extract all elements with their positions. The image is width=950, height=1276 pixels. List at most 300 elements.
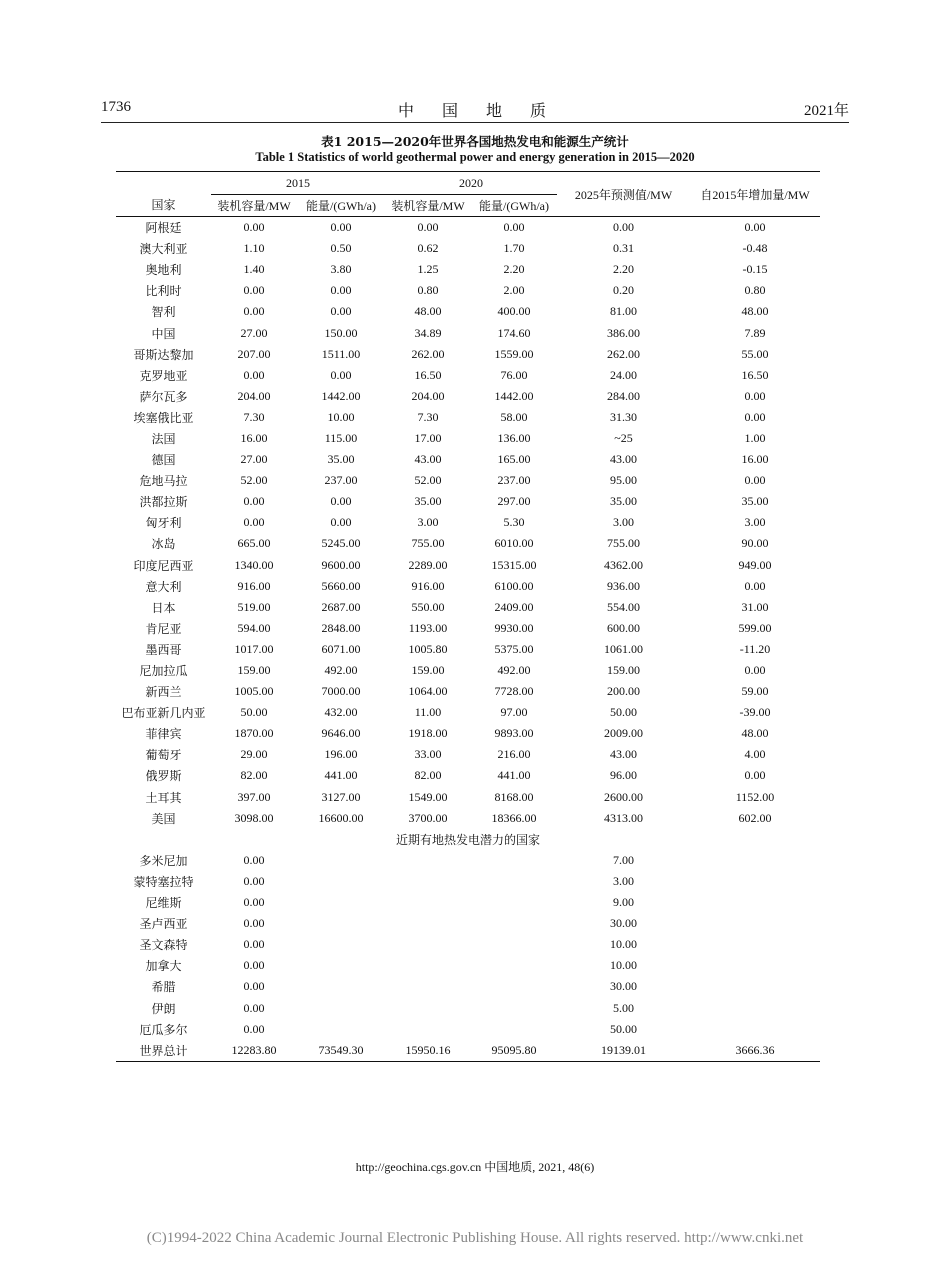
cell-energy-2015: 3.80 xyxy=(330,262,352,277)
cell-forecast-2025: 284.00 xyxy=(607,388,640,403)
cell-energy-2020: 1.70 xyxy=(503,241,525,256)
cell-increase: 3666.36 xyxy=(690,1040,820,1062)
cell-increase xyxy=(690,997,820,1018)
cell-capacity-2015: 16.00 xyxy=(240,430,268,445)
cell-energy-2020 xyxy=(471,871,557,892)
cell-forecast-2025: 386.00 xyxy=(607,325,640,340)
header-capacity-2015: 装机容量/MW xyxy=(211,195,297,217)
cell-country: 加拿大 xyxy=(145,959,182,974)
cell-increase: 0.00 xyxy=(744,473,766,488)
table-row xyxy=(116,576,820,597)
cell-capacity-2015: 52.00 xyxy=(240,473,268,488)
table-row xyxy=(116,470,820,491)
cell-increase: 48.00 xyxy=(741,304,769,319)
cell-forecast-2025: 3.00 xyxy=(613,873,634,888)
cell-increase: 0.00 xyxy=(744,409,766,424)
table-row xyxy=(116,955,820,976)
cell-country: 巴布亚新几内亚 xyxy=(121,706,206,721)
cell-energy-2015: 1511.00 xyxy=(321,346,361,361)
cell-energy-2020 xyxy=(471,934,557,955)
cell-forecast-2025: 35.00 xyxy=(610,494,637,509)
table-row xyxy=(116,618,820,639)
cell-energy-2015: 0.00 xyxy=(330,494,352,509)
cell-increase: 0.80 xyxy=(744,283,766,298)
cell-capacity-2020: 3.00 xyxy=(417,515,439,530)
table-row xyxy=(116,344,820,365)
cell-increase: 16.50 xyxy=(741,367,769,382)
cell-country: 印度尼西亚 xyxy=(133,558,194,573)
cell-capacity-2020: 16.50 xyxy=(414,367,442,382)
cell-energy-2015: 0.00 xyxy=(330,220,352,235)
cell-capacity-2020: 262.00 xyxy=(411,346,445,361)
cell-energy-2020 xyxy=(471,892,557,913)
cell-country: 洪都拉斯 xyxy=(139,495,188,510)
cell-energy-2020 xyxy=(471,997,557,1018)
cell-capacity-2015: 916.00 xyxy=(237,578,271,593)
cell-capacity-2015: 3098.00 xyxy=(234,810,274,825)
cell-capacity-2020: 755.00 xyxy=(411,536,445,551)
cell-forecast-2025: 0.31 xyxy=(613,241,634,256)
table-row xyxy=(116,934,820,955)
cell-country: 冰岛 xyxy=(151,537,176,552)
cell-capacity-2015: 1005.00 xyxy=(234,684,274,699)
cell-energy-2020: 174.60 xyxy=(497,325,531,340)
cell-energy-2015 xyxy=(297,892,385,913)
cell-energy-2015: 35.00 xyxy=(327,452,355,467)
cell-country: 萨尔瓦多 xyxy=(139,389,188,404)
cell-capacity-2015: 1870.00 xyxy=(234,726,274,741)
cell-country: 克罗地亚 xyxy=(139,368,188,383)
cell-forecast-2025: 19139.01 xyxy=(557,1040,690,1062)
header-year-2020: 2020 xyxy=(385,172,557,195)
table-row xyxy=(116,744,820,765)
cell-energy-2015 xyxy=(297,871,385,892)
cell-energy-2020 xyxy=(471,976,557,997)
cell-capacity-2020: 1193.00 xyxy=(408,620,448,635)
cell-country: 比利时 xyxy=(145,284,182,299)
cell-country: 意大利 xyxy=(145,579,182,594)
cell-increase: 599.00 xyxy=(738,620,772,635)
cell-capacity-2015: 1.40 xyxy=(243,262,265,277)
cell-increase xyxy=(690,871,820,892)
cell-capacity-2020: 17.00 xyxy=(414,430,442,445)
cell-capacity-2020: 3700.00 xyxy=(408,810,448,825)
page-header xyxy=(101,96,849,123)
cell-capacity-2015: 0.00 xyxy=(243,304,265,319)
cell-energy-2020: 1559.00 xyxy=(494,346,534,361)
cell-increase: 55.00 xyxy=(741,346,769,361)
cell-capacity-2020: 550.00 xyxy=(411,599,445,614)
cell-country: 德国 xyxy=(151,453,176,468)
cell-country: 美国 xyxy=(151,811,176,826)
cell-capacity-2020: 15950.16 xyxy=(385,1040,471,1062)
cell-forecast-2025: 600.00 xyxy=(607,620,640,635)
cell-increase: 949.00 xyxy=(738,557,772,572)
table-row xyxy=(116,238,820,259)
cell-capacity-2020 xyxy=(385,913,471,934)
cell-country: 日本 xyxy=(151,600,176,615)
cell-country: 哥斯达黎加 xyxy=(133,347,194,362)
cell-capacity-2015: 0.00 xyxy=(243,916,265,931)
cell-energy-2020: 7728.00 xyxy=(494,684,534,699)
table-row xyxy=(116,787,820,808)
table-row xyxy=(116,997,820,1018)
cell-increase xyxy=(690,1019,820,1040)
cell-energy-2015: 0.00 xyxy=(330,367,352,382)
cell-increase xyxy=(690,892,820,913)
cell-energy-2020: 5.30 xyxy=(503,515,525,530)
cell-capacity-2015: 1017.00 xyxy=(234,641,274,656)
cell-forecast-2025: 43.00 xyxy=(610,452,637,467)
cell-capacity-2020: 204.00 xyxy=(411,388,445,403)
cell-energy-2015: 2687.00 xyxy=(321,599,361,614)
cell-forecast-2025: 10.00 xyxy=(610,958,637,973)
cell-increase: 0.00 xyxy=(744,388,766,403)
cell-energy-2020: 1442.00 xyxy=(494,388,534,403)
cell-increase: 1152.00 xyxy=(735,789,775,804)
table-row xyxy=(116,723,820,744)
geothermal-stats-table xyxy=(116,171,820,1062)
cell-country: 危地马拉 xyxy=(139,474,188,489)
cell-country: 土耳其 xyxy=(145,790,182,805)
cell-country: 希腊 xyxy=(151,980,176,995)
cell-capacity-2020: 52.00 xyxy=(414,473,442,488)
cell-capacity-2015: 159.00 xyxy=(237,663,271,678)
table-row xyxy=(116,259,820,280)
cell-capacity-2015: 50.00 xyxy=(240,705,268,720)
cell-forecast-2025: 31.30 xyxy=(610,409,637,424)
cell-energy-2020: 441.00 xyxy=(497,768,531,783)
cell-energy-2015: 2848.00 xyxy=(321,620,361,635)
cell-country: 世界总计 xyxy=(116,1040,211,1062)
cell-capacity-2020: 0.62 xyxy=(417,241,439,256)
cell-capacity-2015: 0.00 xyxy=(243,852,265,867)
cell-forecast-2025: 10.00 xyxy=(610,937,637,952)
cell-energy-2015: 150.00 xyxy=(324,325,358,340)
cell-energy-2015 xyxy=(297,955,385,976)
cell-energy-2015: 441.00 xyxy=(324,768,358,783)
cell-country: 埃塞俄比亚 xyxy=(133,410,194,425)
table-row xyxy=(116,871,820,892)
cell-capacity-2015: 27.00 xyxy=(240,452,268,467)
cell-country: 法国 xyxy=(151,431,176,446)
cell-forecast-2025: 4362.00 xyxy=(604,557,643,572)
header-capacity-2020: 装机容量/MW xyxy=(385,195,471,217)
cell-capacity-2020: 0.00 xyxy=(417,220,439,235)
cell-energy-2020: 400.00 xyxy=(497,304,531,319)
cell-capacity-2020: 1.25 xyxy=(417,262,439,277)
cell-energy-2020: 9930.00 xyxy=(494,620,534,635)
cell-forecast-2025: 4313.00 xyxy=(604,810,643,825)
cell-energy-2015: 0.00 xyxy=(330,515,352,530)
table-row xyxy=(116,365,820,386)
cell-capacity-2015: 0.00 xyxy=(243,283,265,298)
cell-energy-2015: 5660.00 xyxy=(321,578,361,593)
cell-energy-2020: 237.00 xyxy=(497,473,531,488)
cell-energy-2015: 237.00 xyxy=(324,473,358,488)
cell-country: 圣文森特 xyxy=(139,938,188,953)
cell-country: 尼维斯 xyxy=(145,896,182,911)
cell-country: 俄罗斯 xyxy=(145,769,182,784)
cell-forecast-2025: 9.00 xyxy=(613,895,634,910)
header-increase-since-2015: 自2015年增加量/MW xyxy=(690,172,820,217)
cell-energy-2020: 6100.00 xyxy=(494,578,534,593)
cell-country: 肯尼亚 xyxy=(145,621,182,636)
cell-capacity-2020: 1918.00 xyxy=(408,726,448,741)
cell-capacity-2015: 0.00 xyxy=(243,494,265,509)
cell-forecast-2025: 30.00 xyxy=(610,916,637,931)
cell-energy-2015: 0.00 xyxy=(330,304,352,319)
cell-capacity-2020 xyxy=(385,997,471,1018)
cell-capacity-2020: 2289.00 xyxy=(408,557,448,572)
cell-forecast-2025: 50.00 xyxy=(610,1021,637,1036)
cell-country: 多米尼加 xyxy=(139,853,188,868)
page-number: 1736 xyxy=(101,99,131,115)
cell-capacity-2020 xyxy=(385,976,471,997)
cell-energy-2015: 0.50 xyxy=(330,241,352,256)
cell-capacity-2020: 34.89 xyxy=(414,325,442,340)
cell-capacity-2015: 29.00 xyxy=(240,747,268,762)
cell-energy-2020: 9893.00 xyxy=(494,726,534,741)
cell-increase: 0.00 xyxy=(744,768,766,783)
cell-increase: -0.48 xyxy=(742,241,768,256)
cell-increase: 7.89 xyxy=(744,325,766,340)
cell-energy-2020: 18366.00 xyxy=(491,810,537,825)
cell-increase xyxy=(690,913,820,934)
journal-title: 中国地质 xyxy=(397,103,574,120)
header-country: 国家 xyxy=(116,172,211,217)
cell-capacity-2020: 33.00 xyxy=(414,747,442,762)
cell-increase: 90.00 xyxy=(741,536,769,551)
cell-capacity-2015: 82.00 xyxy=(240,768,268,783)
cell-capacity-2015: 665.00 xyxy=(237,536,271,551)
cell-increase: 0.00 xyxy=(744,578,766,593)
cell-energy-2020 xyxy=(471,1019,557,1040)
cell-increase: 35.00 xyxy=(741,494,769,509)
cell-capacity-2020: 11.00 xyxy=(414,705,442,720)
cell-capacity-2020: 35.00 xyxy=(414,494,442,509)
header-year-2015: 2015 xyxy=(211,172,385,195)
cell-forecast-2025: 5.00 xyxy=(613,1000,634,1015)
cell-capacity-2020 xyxy=(385,934,471,955)
cell-forecast-2025: 0.00 xyxy=(613,220,634,235)
table-row xyxy=(116,808,820,829)
cell-capacity-2015: 0.00 xyxy=(243,873,265,888)
table-row xyxy=(116,639,820,660)
cell-energy-2015: 73549.30 xyxy=(297,1040,385,1062)
cell-energy-2015: 7000.00 xyxy=(321,684,361,699)
cell-forecast-2025: 2009.00 xyxy=(604,726,643,741)
cell-capacity-2020: 82.00 xyxy=(414,768,442,783)
cell-energy-2015: 6071.00 xyxy=(321,641,361,656)
cell-country: 尼加拉瓜 xyxy=(139,664,188,679)
cell-forecast-2025: 7.00 xyxy=(613,852,634,867)
table-row xyxy=(116,533,820,554)
cell-energy-2015: 0.00 xyxy=(330,283,352,298)
cell-increase: 31.00 xyxy=(741,599,769,614)
cell-forecast-2025: 43.00 xyxy=(610,747,637,762)
cell-capacity-2015: 0.00 xyxy=(243,895,265,910)
cell-increase xyxy=(690,976,820,997)
cell-forecast-2025: 2600.00 xyxy=(604,789,643,804)
cell-energy-2015: 9600.00 xyxy=(321,557,361,572)
table-row xyxy=(116,555,820,576)
cell-increase: 0.00 xyxy=(744,663,766,678)
cell-energy-2020: 58.00 xyxy=(500,409,528,424)
cell-forecast-2025: 95.00 xyxy=(610,473,637,488)
cell-forecast-2025: 24.00 xyxy=(610,367,637,382)
cell-country: 墨西哥 xyxy=(145,642,182,657)
cell-country: 伊朗 xyxy=(151,1001,176,1016)
cell-energy-2020: 5375.00 xyxy=(494,641,534,656)
cell-forecast-2025: 936.00 xyxy=(607,578,640,593)
table-caption-en: Table 1 Statistics of world geothermal power and energy generation in 2015—2020 xyxy=(255,150,695,164)
table-row xyxy=(116,280,820,301)
cell-capacity-2020: 43.00 xyxy=(414,452,442,467)
table-row xyxy=(116,892,820,913)
cell-country: 中国 xyxy=(151,326,176,341)
cell-forecast-2025: 30.00 xyxy=(610,979,637,994)
cell-capacity-2015: 0.00 xyxy=(243,515,265,530)
cell-increase: 602.00 xyxy=(738,810,772,825)
table-row xyxy=(116,301,820,322)
cell-capacity-2015: 1340.00 xyxy=(234,557,274,572)
cell-energy-2020: 0.00 xyxy=(503,220,525,235)
cell-capacity-2020: 1005.80 xyxy=(408,641,448,656)
cell-energy-2015 xyxy=(297,997,385,1018)
cell-energy-2020 xyxy=(471,955,557,976)
table-row xyxy=(116,765,820,786)
cell-country: 奥地利 xyxy=(145,263,182,278)
cell-country: 厄瓜多尔 xyxy=(139,1022,188,1037)
cell-increase: 0.00 xyxy=(744,220,766,235)
cell-increase: 1.00 xyxy=(744,430,766,445)
cell-energy-2020: 8168.00 xyxy=(494,789,534,804)
cell-energy-2015: 432.00 xyxy=(324,705,358,720)
cell-capacity-2020: 159.00 xyxy=(411,663,445,678)
cell-energy-2015: 1442.00 xyxy=(321,388,361,403)
header-year: 2021年 xyxy=(803,103,849,119)
table-row xyxy=(116,681,820,702)
copyright-notice: (C)1994-2022 China Academic Journal Electronic Publishing House. All rights reserved. http://www.cnki.net xyxy=(146,1230,804,1246)
cell-forecast-2025: 200.00 xyxy=(607,684,640,699)
cell-energy-2020 xyxy=(471,913,557,934)
cell-energy-2020: 136.00 xyxy=(497,430,531,445)
cell-increase: 16.00 xyxy=(741,452,769,467)
table-row xyxy=(116,1019,820,1040)
cell-forecast-2025: 3.00 xyxy=(613,515,634,530)
cell-forecast-2025: 262.00 xyxy=(607,346,640,361)
table-row xyxy=(116,386,820,407)
table-row xyxy=(116,407,820,428)
cell-energy-2015: 196.00 xyxy=(324,747,358,762)
cell-energy-2015: 3127.00 xyxy=(321,789,361,804)
cell-increase: 59.00 xyxy=(741,684,769,699)
cell-forecast-2025: ~25 xyxy=(614,430,633,445)
cell-capacity-2020 xyxy=(385,871,471,892)
cell-capacity-2020 xyxy=(385,892,471,913)
cell-capacity-2020 xyxy=(385,955,471,976)
cell-forecast-2025: 159.00 xyxy=(607,663,640,678)
table-row xyxy=(116,512,820,533)
cell-country: 智利 xyxy=(151,305,176,320)
table-row xyxy=(116,428,820,449)
cell-capacity-2015: 0.00 xyxy=(243,979,265,994)
cell-energy-2015: 492.00 xyxy=(324,663,358,678)
cell-capacity-2020: 916.00 xyxy=(411,578,445,593)
cell-energy-2015: 10.00 xyxy=(327,409,355,424)
cell-capacity-2015: 12283.80 xyxy=(211,1040,297,1062)
cell-energy-2020: 2409.00 xyxy=(494,599,534,614)
cell-capacity-2015: 594.00 xyxy=(237,620,271,635)
cell-capacity-2015: 0.00 xyxy=(243,367,265,382)
cell-energy-2020: 97.00 xyxy=(500,705,528,720)
table-row xyxy=(116,702,820,723)
cell-energy-2020: 15315.00 xyxy=(491,557,537,572)
cell-capacity-2015: 519.00 xyxy=(237,599,271,614)
cell-capacity-2020: 1549.00 xyxy=(408,789,448,804)
cell-energy-2015: 16600.00 xyxy=(318,810,364,825)
cell-energy-2020: 297.00 xyxy=(497,494,531,509)
cell-forecast-2025: 81.00 xyxy=(610,304,637,319)
cell-forecast-2025: 50.00 xyxy=(610,705,637,720)
table-row xyxy=(116,1040,820,1062)
table-row xyxy=(116,976,820,997)
table-row xyxy=(116,217,820,239)
cell-increase: 48.00 xyxy=(741,726,769,741)
cell-capacity-2015: 0.00 xyxy=(243,1000,265,1015)
cell-increase: -39.00 xyxy=(739,705,771,720)
cell-energy-2015: 9646.00 xyxy=(321,726,361,741)
cell-capacity-2015: 27.00 xyxy=(240,325,268,340)
page-footer: http://geochina.cgs.gov.cn 中国地质, 2021, 48(6) xyxy=(355,1160,595,1174)
cell-capacity-2015: 1.10 xyxy=(243,241,265,256)
cell-capacity-2015: 207.00 xyxy=(237,346,271,361)
cell-forecast-2025: 2.20 xyxy=(613,262,634,277)
header-energy-2020: 能量/(GWh/a) xyxy=(471,195,557,217)
cell-capacity-2020: 7.30 xyxy=(417,409,439,424)
cell-energy-2015 xyxy=(297,976,385,997)
cell-energy-2015 xyxy=(297,1019,385,1040)
cell-country: 澳大利亚 xyxy=(139,242,188,257)
cell-increase xyxy=(690,955,820,976)
cell-forecast-2025: 1061.00 xyxy=(604,641,643,656)
cell-energy-2015: 5245.00 xyxy=(321,536,361,551)
cell-forecast-2025: 0.20 xyxy=(613,283,634,298)
cell-energy-2020: 2.20 xyxy=(503,262,525,277)
cell-increase: -11.20 xyxy=(739,641,771,656)
cell-increase: 3.00 xyxy=(744,515,766,530)
section-row xyxy=(116,829,820,850)
table-row xyxy=(116,597,820,618)
cell-capacity-2020 xyxy=(385,850,471,871)
table-row xyxy=(116,322,820,343)
cell-energy-2020: 165.00 xyxy=(497,452,531,467)
cell-increase xyxy=(690,934,820,955)
cell-energy-2015 xyxy=(297,850,385,871)
cell-capacity-2015: 0.00 xyxy=(243,937,265,952)
cell-energy-2015: 115.00 xyxy=(324,430,358,445)
cell-capacity-2020: 1064.00 xyxy=(408,684,448,699)
cell-capacity-2020 xyxy=(385,1019,471,1040)
cell-country: 蒙特塞拉特 xyxy=(133,874,194,889)
cell-capacity-2015: 0.00 xyxy=(243,220,265,235)
cell-country: 阿根廷 xyxy=(145,221,182,236)
cell-country: 匈牙利 xyxy=(145,516,182,531)
cell-country: 菲律宾 xyxy=(145,727,182,742)
cell-forecast-2025: 554.00 xyxy=(607,599,640,614)
cell-country: 圣卢西亚 xyxy=(139,917,188,932)
